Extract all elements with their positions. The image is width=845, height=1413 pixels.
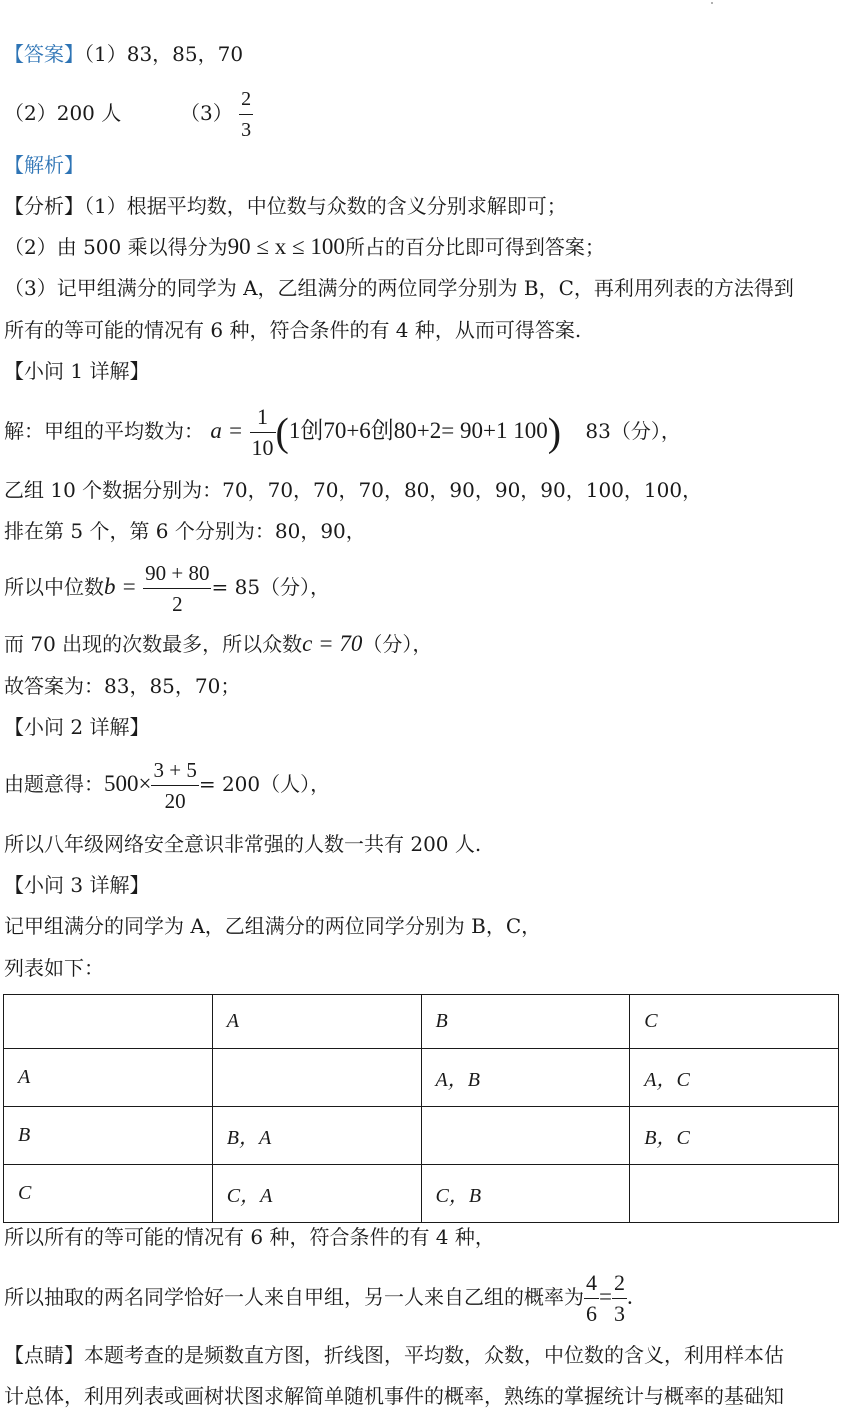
q1-mean-line [4, 402, 681, 463]
q1-mode-line [4, 630, 432, 658]
q3-prob-pre: 所以抽取的两名同学恰好一人来自甲组，另一人来自乙组的概率为 [4, 1285, 584, 1309]
q1-median-fraction [143, 558, 211, 619]
dianjing-line-1 [4, 1341, 784, 1369]
fraction-denominator: 2 [172, 592, 183, 616]
table-cell: C [4, 1165, 213, 1223]
table-cell: A [212, 995, 421, 1049]
fraction-numerator: 2 [239, 84, 253, 115]
fenxi-line-3: （3）记甲组满分的同学为 A，乙组满分的两位同学分别为 B，C，再利用列表的方法得到 [4, 276, 794, 300]
fenxi-line-1: 【分析】（1）根据平均数，中位数与众数的含义分别求解即可； [4, 194, 567, 218]
q2-heading: 【小问 2 详解】 [4, 715, 150, 739]
q2-calc-line [4, 755, 330, 816]
table-cell: A，B [421, 1049, 630, 1107]
q1-median-result: = 85（分）， [211, 575, 331, 599]
q1-mode-post: （分）， [362, 632, 433, 656]
answer-part1: （1）83，85，70 [84, 42, 244, 66]
table-cell: B [421, 995, 630, 1049]
answer-line-1 [4, 40, 243, 68]
right-paren: ) [547, 409, 562, 455]
q1-mean-pre: 解：甲组的平均数为： [4, 419, 204, 443]
answer-tag: 【答案】 [4, 42, 84, 66]
q1-mode-pre: 而 70 出现的次数最多，所以众数 [4, 632, 303, 656]
table-cell: C，B [421, 1165, 630, 1223]
fenxi-line-2 [4, 233, 605, 261]
fenxi-line-4: 所有的等可能的情况有 6 种，符合条件的有 4 种，从而可得答案. [4, 318, 582, 342]
q1-data-line: 乙组 10 个数据分别为：70，70，70，70，80，90，90，90，100，100， [4, 478, 703, 502]
q2-calc-pre: 由题意得： [4, 772, 104, 796]
answer-line-2 [4, 84, 253, 145]
q3-table-intro: 列表如下： [4, 956, 104, 980]
q1-mean-result: 83（分）， [585, 419, 681, 443]
speck [711, 2, 713, 4]
q2-calc-a: 500× [104, 771, 152, 796]
fraction-denominator: 3 [241, 119, 252, 141]
left-paren: ( [275, 409, 289, 455]
q1-conclusion: 故答案为：83，85，70； [4, 674, 241, 698]
table-cell: A [4, 1049, 213, 1107]
q1-rank-line: 排在第 5 个，第 6 个分别为：80，90， [4, 519, 366, 543]
q1-median-line [4, 558, 330, 619]
answer-part3-fraction [239, 84, 253, 145]
q3-prob-fraction-2 [612, 1268, 627, 1329]
table-cell: A，C [630, 1049, 839, 1107]
q3-cases-line: 所以所有的等可能的情况有 6 种，符合条件的有 4 种， [4, 1225, 495, 1249]
q1-median-b: b = [104, 574, 137, 599]
fenxi-inequality: 90 ≤ x ≤ 100 [227, 234, 345, 259]
table-cell [630, 1165, 839, 1223]
table-cell [421, 1107, 630, 1165]
fraction-numerator: 90 + 80 [143, 558, 211, 589]
table-row [4, 1165, 839, 1223]
q1-heading: 【小问 1 详解】 [4, 359, 150, 383]
q2-conclusion: 所以八年级网络安全意识非常强的人数一共有 200 人. [4, 832, 482, 856]
dianjing-tag: 【点睛】 [4, 1343, 84, 1367]
table-row [4, 1107, 839, 1165]
dianjing-line-2: 计总体，利用列表或画树状图求解简单随机事件的概率，熟练的掌握统计与概率的基础知 [4, 1384, 784, 1408]
table-row [4, 1049, 839, 1107]
table-cell: C，A [212, 1165, 421, 1223]
table-cell [212, 1049, 421, 1107]
q3-prob-line [4, 1268, 633, 1329]
fenxi-line-2-post: 所占的百分比即可得到答案； [344, 235, 605, 259]
q3-heading: 【小问 3 详解】 [4, 873, 150, 897]
outcome-table [3, 994, 839, 1223]
fenxi-line-2-pre: （2）由 500 乘以得分为 [4, 235, 228, 259]
table-cell [4, 995, 213, 1049]
q1-mode-math: c = 70 [302, 631, 363, 656]
q3-intro: 记甲组满分的同学为 A，乙组满分的两位同学分别为 B，C， [4, 914, 542, 938]
table-cell: B，A [212, 1107, 421, 1165]
q2-calc-result: = 200（人）， [198, 772, 331, 796]
q1-mean-expression: 1创70+6创80+2= 90+1 100 [288, 418, 548, 443]
q2-calc-fraction [151, 755, 198, 816]
dianjing-text-1: 本题考查的是频数直方图，折线图，平均数，众数，中位数的含义，利用样本估 [84, 1343, 784, 1367]
answer-part3-label: （3） [179, 101, 233, 125]
fraction-numerator: 4 [584, 1268, 599, 1299]
fraction-numerator: 2 [612, 1268, 627, 1299]
fraction-denominator: 20 [164, 789, 186, 813]
table-cell: B，C [630, 1107, 839, 1165]
table-row [4, 995, 839, 1049]
q1-mean-a: a = [210, 418, 244, 443]
table-cell: C [630, 995, 839, 1049]
fraction-denominator: 3 [613, 1301, 625, 1326]
q3-prob-end: . [626, 1284, 633, 1309]
answer-part2: （2）200 人 [4, 101, 122, 125]
q1-median-pre: 所以中位数 [4, 575, 104, 599]
q3-prob-eq: = [599, 1284, 612, 1309]
q3-prob-fraction-1 [584, 1268, 599, 1329]
analysis-tag: 【解析】 [4, 153, 84, 177]
fraction-numerator: 3 + 5 [151, 755, 198, 786]
table-cell: B [4, 1107, 213, 1165]
fraction-denominator: 6 [586, 1301, 597, 1326]
fraction-denominator: 10 [251, 435, 274, 460]
fraction-numerator: 1 [250, 402, 276, 433]
q1-mean-fraction [250, 402, 276, 463]
